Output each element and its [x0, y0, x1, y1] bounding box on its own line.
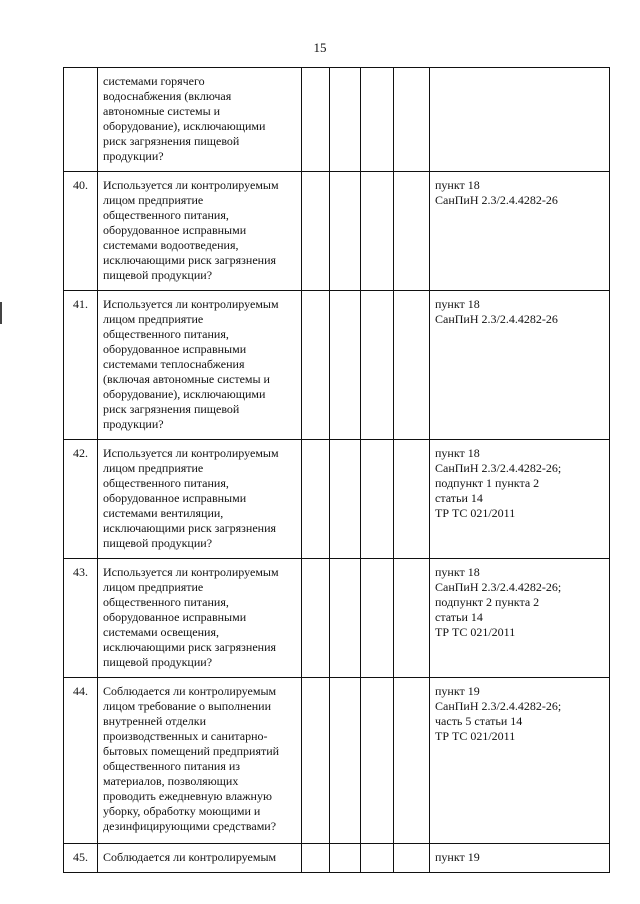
requirement-reference: пункт 18 СанПиН 2.3/2.4.4282-26; подпункт 2 пункта 2 статьи 14 ТР ТС 021/2011 [430, 559, 610, 678]
answer-cell-na [361, 844, 394, 873]
answer-cell-note [394, 68, 430, 172]
answer-cell-na [361, 291, 394, 440]
checklist-table [63, 67, 610, 873]
answer-cell-note [394, 172, 430, 291]
requirement-reference: пункт 19 СанПиН 2.3/2.4.4282-26; часть 5 статьи 14 ТР ТС 021/2011 [430, 678, 610, 844]
answer-cell-note [394, 291, 430, 440]
answer-cell-no [330, 172, 361, 291]
scan-edge-mark [0, 302, 2, 324]
answer-cell-no [330, 68, 361, 172]
page-number: 15 [313, 40, 327, 55]
answer-cell-na [361, 440, 394, 559]
table-row [64, 172, 610, 291]
table-row [64, 291, 610, 440]
answer-cell-yes [302, 68, 330, 172]
answer-cell-yes [302, 678, 330, 844]
answer-cell-na [361, 172, 394, 291]
answer-cell-note [394, 559, 430, 678]
requirement-reference [430, 68, 610, 172]
question-text: Используется ли контролируемым лицом предприятие общественного питания, оборудованное исправными системами вентиляции, исключающими риск загрязнения пищевой продукции? [98, 440, 302, 559]
question-text: Используется ли контролируемым лицом предприятие общественного питания, оборудованное исправными системами водоотведения, исключающими риск загрязнения пищевой продукции? [98, 172, 302, 291]
answer-cell-yes [302, 172, 330, 291]
table-row [64, 68, 610, 172]
row-number: 41. [64, 291, 98, 440]
answer-cell-no [330, 291, 361, 440]
requirement-reference: пункт 18 СанПиН 2.3/2.4.4282-26 [430, 172, 610, 291]
table-row [64, 678, 610, 844]
answer-cell-no [330, 678, 361, 844]
table-row [64, 844, 610, 873]
question-text: системами горячего водоснабжения (включая автономные системы и оборудование), исключающими риск загрязнения пищевой продукции? [98, 68, 302, 172]
answer-cell-na [361, 559, 394, 678]
answer-cell-note [394, 678, 430, 844]
question-text: Соблюдается ли контролируемым лицом требование о выполнении внутренней отделки производственных и санитарно- бытовых помещений предприятий общественного питания из материалов, позволяющих проводить ежедневную влажную уборку, обработку моющими и дезинфицирующими средствами? [98, 678, 302, 844]
answer-cell-no [330, 844, 361, 873]
question-text: Соблюдается ли контролируемым [98, 844, 302, 873]
row-number: 40. [64, 172, 98, 291]
answer-cell-na [361, 68, 394, 172]
answer-cell-yes [302, 844, 330, 873]
question-text: Используется ли контролируемым лицом предприятие общественного питания, оборудованное исправными системами освещения, исключающими риск загрязнения пищевой продукции? [98, 559, 302, 678]
requirement-reference: пункт 18 СанПиН 2.3/2.4.4282-26 [430, 291, 610, 440]
answer-cell-no [330, 440, 361, 559]
answer-cell-yes [302, 440, 330, 559]
answer-cell-yes [302, 291, 330, 440]
row-number: 45. [64, 844, 98, 873]
table-row [64, 559, 610, 678]
requirement-reference: пункт 19 [430, 844, 610, 873]
row-number: 43. [64, 559, 98, 678]
answer-cell-no [330, 559, 361, 678]
answer-cell-note [394, 844, 430, 873]
requirement-reference: пункт 18 СанПиН 2.3/2.4.4282-26; подпункт 1 пункта 2 статьи 14 ТР ТС 021/2011 [430, 440, 610, 559]
answer-cell-yes [302, 559, 330, 678]
answer-cell-na [361, 678, 394, 844]
row-number: 44. [64, 678, 98, 844]
table-row [64, 440, 610, 559]
row-number [64, 68, 98, 172]
row-number: 42. [64, 440, 98, 559]
answer-cell-note [394, 440, 430, 559]
question-text: Используется ли контролируемым лицом предприятие общественного питания, оборудованное исправными системами теплоснабжения (включая автономные системы и оборудование), исключающими риск загрязнения пищевой продукции? [98, 291, 302, 440]
